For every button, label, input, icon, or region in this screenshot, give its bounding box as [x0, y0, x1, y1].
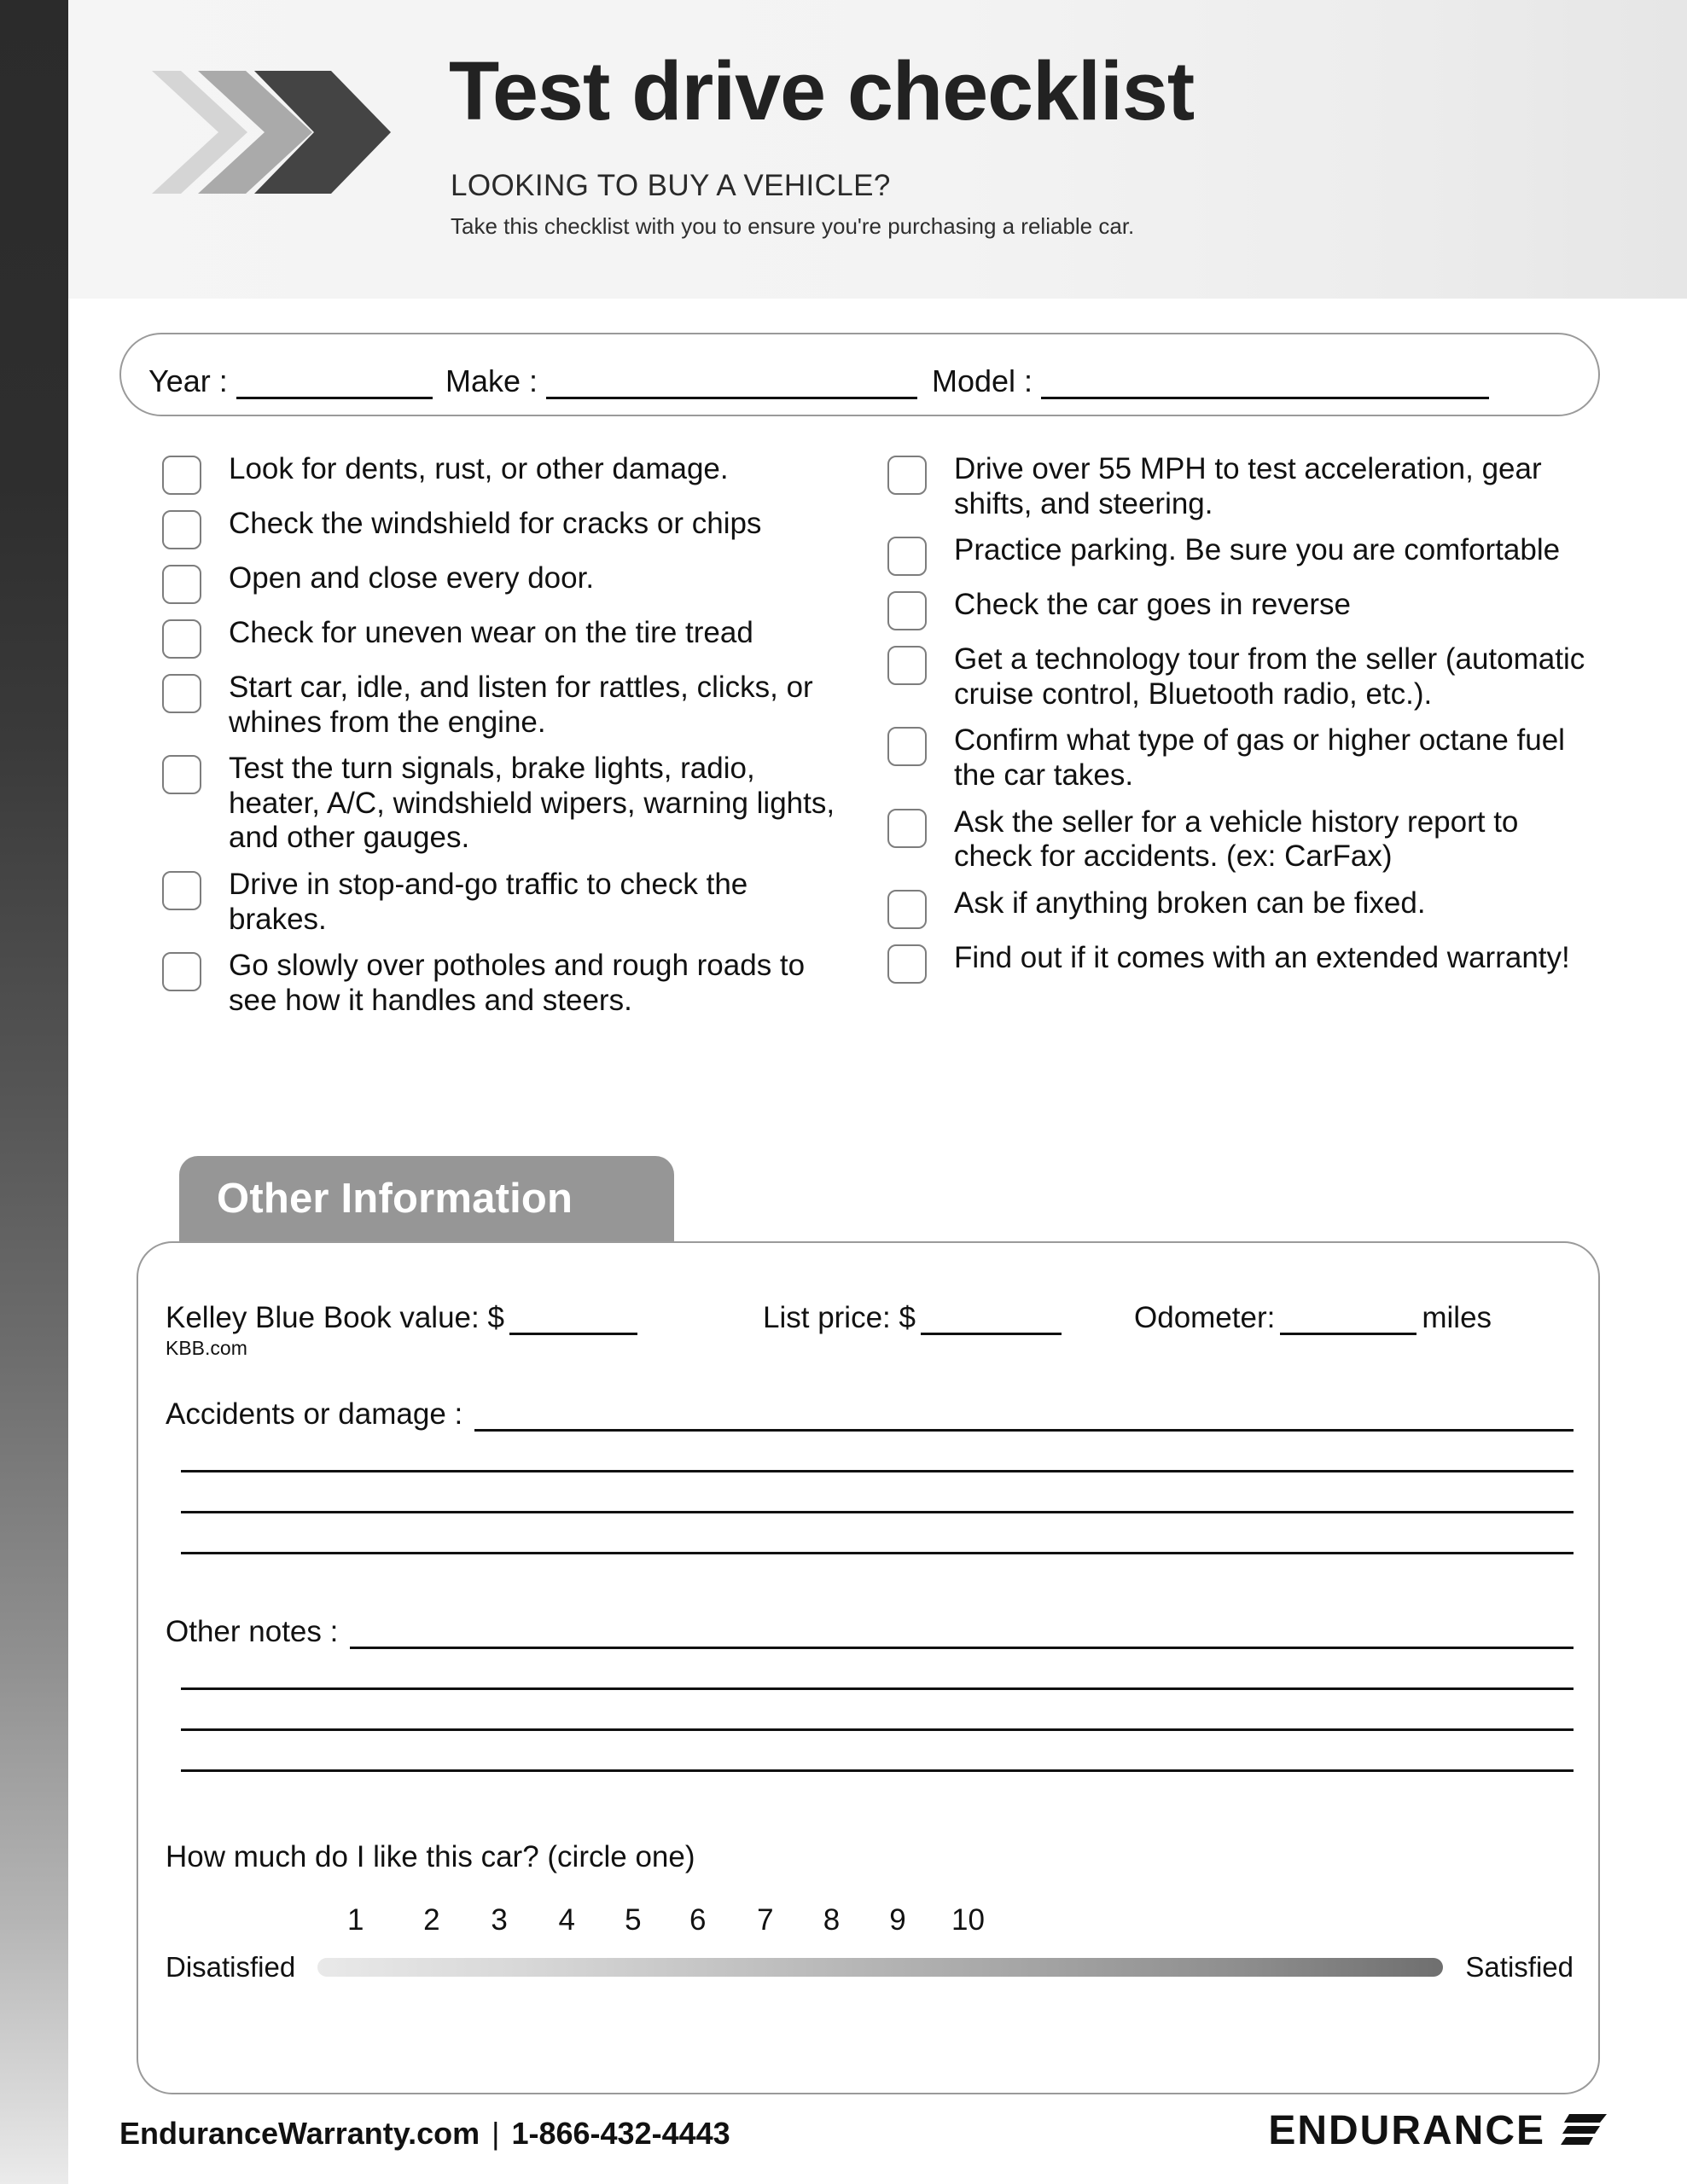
other-information-card — [137, 1241, 1600, 2094]
checklist-item[interactable] — [162, 561, 836, 604]
year-input[interactable] — [236, 371, 433, 399]
checklist-item[interactable] — [162, 616, 836, 659]
rating-question: How much do I like this car? (circle one) — [166, 1840, 695, 1873]
checklist-item[interactable] — [887, 642, 1596, 712]
checkbox-icon[interactable] — [887, 646, 927, 685]
checklist-item-label: Confirm what type of gas or higher octane fuel the car takes. — [954, 723, 1565, 792]
checkbox-icon[interactable] — [887, 456, 927, 495]
checklist-item[interactable] — [162, 949, 836, 1018]
checklist-item-label: Check the windshield for cracks or chips — [229, 507, 762, 540]
notes-write-line[interactable] — [181, 1768, 1574, 1772]
endurance-logo — [1268, 2107, 1608, 2154]
accidents-label: Accidents or damage : — [166, 1397, 463, 1431]
checklist-item-label: Drive over 55 MPH to test acceleration, gear shifts, and steering. — [954, 452, 1542, 520]
model-input[interactable] — [1041, 371, 1489, 399]
checklist-column-right — [887, 452, 1596, 996]
page-title: Test drive checklist — [449, 44, 1195, 137]
rating-number[interactable]: 7 — [757, 1903, 774, 1937]
checklist-item[interactable] — [887, 941, 1596, 984]
page-subtitle: LOOKING TO BUY A VEHICLE? — [451, 169, 891, 202]
page-header — [68, 0, 1687, 299]
list-price-label: List price: $ — [763, 1301, 916, 1334]
checkbox-icon[interactable] — [887, 727, 927, 766]
year-label: Year : — [148, 363, 228, 398]
make-field[interactable] — [445, 363, 917, 399]
footer-separator: | — [492, 2116, 500, 2151]
checklist-item[interactable] — [162, 507, 836, 549]
triple-chevron-icon — [145, 47, 393, 218]
rating-number[interactable]: 5 — [625, 1903, 642, 1937]
checklist-item-label: Drive in stop-and-go traffic to check the brakes. — [229, 867, 748, 936]
checkbox-icon[interactable] — [887, 591, 927, 630]
list-price-field[interactable] — [763, 1301, 1067, 1335]
checklist-item[interactable] — [162, 868, 836, 937]
accidents-write-line[interactable] — [181, 1468, 1574, 1472]
make-label: Make : — [445, 363, 538, 398]
odometer-input[interactable] — [1280, 1309, 1416, 1335]
checklist-item-label: Go slowly over potholes and rough roads to see how it handles and steers. — [229, 949, 806, 1017]
notes-input[interactable] — [350, 1621, 1574, 1649]
kbb-input[interactable] — [509, 1309, 637, 1335]
rating-number-row — [166, 1903, 1574, 1943]
checkbox-icon[interactable] — [887, 537, 927, 576]
rating-number[interactable]: 4 — [558, 1903, 575, 1937]
rating-number[interactable]: 9 — [889, 1903, 906, 1937]
rating-number[interactable]: 2 — [423, 1903, 440, 1937]
accidents-or-damage-block — [166, 1392, 1574, 1554]
kbb-source-note: KBB.com — [166, 1337, 247, 1359]
checkbox-icon[interactable] — [162, 456, 201, 495]
checkbox-icon[interactable] — [887, 809, 927, 848]
rating-number[interactable]: 6 — [689, 1903, 707, 1937]
checkbox-icon[interactable] — [162, 755, 201, 794]
checkbox-icon[interactable] — [887, 890, 927, 929]
checkbox-icon[interactable] — [162, 952, 201, 991]
checkbox-icon[interactable] — [162, 565, 201, 604]
left-gradient-bar — [0, 0, 68, 2184]
vehicle-info-bar — [119, 333, 1600, 416]
accidents-first-row[interactable] — [166, 1392, 1574, 1432]
checklist-item[interactable] — [887, 452, 1596, 521]
odometer-field[interactable] — [1134, 1301, 1492, 1335]
checklist-item-label: Find out if it comes with an extended warranty! — [954, 940, 1570, 974]
checklist-item-label: Start car, idle, and listen for rattles, clicks, or whines from the engine. — [229, 671, 813, 739]
checkbox-icon[interactable] — [162, 871, 201, 910]
page-description: Take this checklist with you to ensure you're purchasing a reliable car. — [451, 213, 1135, 239]
notes-first-row[interactable] — [166, 1610, 1574, 1649]
accidents-write-line[interactable] — [181, 1550, 1574, 1554]
rating-low-label: Disatisfied — [166, 1951, 296, 1983]
checklist-item[interactable] — [887, 886, 1596, 929]
endurance-wing-icon — [1561, 2111, 1608, 2152]
list-price-input[interactable] — [921, 1309, 1062, 1335]
checklist-item[interactable] — [162, 752, 836, 856]
checklist-item-label: Test the turn signals, brake lights, radio, heater, A/C, windshield wipers, warning lights, and other gauges. — [229, 752, 835, 855]
other-notes-block — [166, 1610, 1574, 1772]
odometer-unit: miles — [1422, 1301, 1492, 1334]
checklist-item-label: Look for dents, rust, or other damage. — [229, 452, 729, 485]
accidents-input[interactable] — [474, 1403, 1574, 1432]
checklist-item[interactable] — [162, 671, 836, 740]
page-footer — [119, 2108, 1621, 2167]
checklist-item-label: Check the car goes in reverse — [954, 588, 1351, 622]
rating-number[interactable]: 1 — [347, 1903, 364, 1937]
rating-number[interactable]: 3 — [491, 1903, 508, 1937]
other-information-tab: Other Information — [179, 1156, 674, 1241]
rating-high-label: Satisfied — [1465, 1951, 1574, 1983]
odometer-label: Odometer: — [1134, 1301, 1276, 1334]
footer-phone[interactable]: 1-866-432-4443 — [511, 2116, 730, 2151]
footer-website[interactable]: EnduranceWarranty.com — [119, 2116, 480, 2151]
checklist-item[interactable] — [887, 533, 1596, 576]
checkbox-icon[interactable] — [162, 674, 201, 713]
checklist-item[interactable] — [887, 723, 1596, 793]
checklist-column-left — [162, 452, 836, 1030]
year-field[interactable] — [148, 363, 433, 399]
checklist-item[interactable] — [887, 805, 1596, 874]
checklist-item-label: Open and close every door. — [229, 561, 595, 595]
checklist-item-label: Check for uneven wear on the tire tread — [229, 616, 753, 649]
checkbox-icon[interactable] — [887, 944, 927, 984]
rating-number[interactable]: 10 — [951, 1903, 985, 1937]
rating-block — [166, 1840, 1574, 1984]
kbb-value-field[interactable] — [166, 1301, 643, 1335]
checklist-item-label: Get a technology tour from the seller (automatic cruise control, Bluetooth radio, etc.). — [954, 642, 1585, 711]
rating-number[interactable]: 8 — [823, 1903, 841, 1937]
checklist-item-label: Practice parking. Be sure you are comfortable — [954, 533, 1561, 567]
notes-label: Other notes : — [166, 1615, 339, 1648]
footer-contact — [119, 2116, 730, 2152]
checklist-item-label: Ask if anything broken can be fixed. — [954, 886, 1426, 920]
accidents-write-line[interactable] — [181, 1509, 1574, 1513]
rating-gradient-bar — [317, 1958, 1443, 1977]
checklist-item-label: Ask the seller for a vehicle history report to check for accidents. (ex: CarFax) — [954, 804, 1519, 874]
checkbox-icon[interactable] — [162, 619, 201, 659]
kbb-label: Kelley Blue Book value: $ — [166, 1301, 504, 1334]
endurance-logo-text: ENDURANCE — [1268, 2108, 1545, 2153]
rating-scale — [166, 1951, 1574, 1984]
notes-write-line[interactable] — [181, 1686, 1574, 1690]
checklist-item[interactable] — [887, 588, 1596, 630]
model-field[interactable] — [932, 363, 1489, 399]
make-input[interactable] — [546, 371, 917, 399]
checkbox-icon[interactable] — [162, 510, 201, 549]
notes-write-line[interactable] — [181, 1727, 1574, 1731]
model-label: Model : — [932, 363, 1033, 398]
checklist-item[interactable] — [162, 452, 836, 495]
